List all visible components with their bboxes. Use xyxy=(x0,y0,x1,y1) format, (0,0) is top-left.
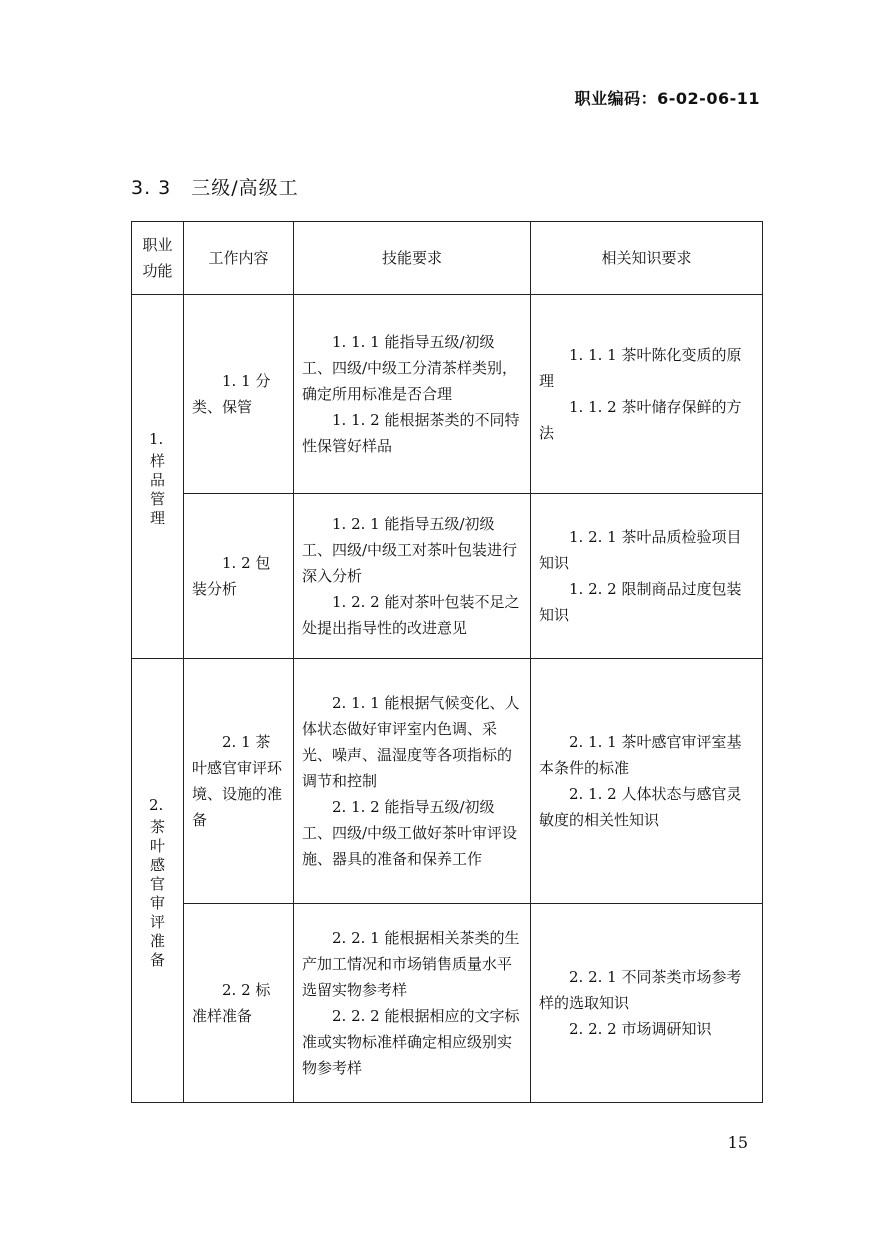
work-cell: 2. 2 标准样准备 xyxy=(184,904,294,1103)
section-title: 3. 3 三级/高级工 xyxy=(131,177,299,199)
table-row xyxy=(132,659,763,904)
skill-cell: 2. 1. 1 能根据气候变化、人体状态做好审评室内色调、采光、噪声、温湿度等各项指标的调节和控制 2. 1. 2 能指导五级/初级工、四级/中级工做好茶叶审评设施、器具的准备和保养工作 xyxy=(294,659,531,904)
knowledge-cell: 2. 2. 1 不同茶类市场参考样的选取知识 2. 2. 2 市场调研知识 xyxy=(531,904,763,1103)
work-cell: 1. 2 包装分析 xyxy=(184,494,294,659)
skill-cell: 1. 1. 1 能指导五级/初级工、四级/中级工分清茶样类别，确定所用标准是否合理 1. 1. 2 能根据茶类的不同特性保管好样品 xyxy=(294,295,531,494)
function-name: 样品管理 xyxy=(150,451,166,527)
function-cell xyxy=(132,659,184,1103)
knowledge-cell: 1. 2. 1 茶叶品质检验项目知识 1. 2. 2 限制商品过度包装知识 xyxy=(531,494,763,659)
header-function: 职业功能 xyxy=(132,222,184,295)
header-skill: 技能要求 xyxy=(294,222,531,295)
knowledge-cell: 2. 1. 1 茶叶感官审评室基本条件的标准 2. 1. 2 人体状态与感官灵敏度的相关性知识 xyxy=(531,659,763,904)
table-header-row xyxy=(132,222,763,295)
page-number: 15 xyxy=(727,1133,748,1152)
table-row xyxy=(132,494,763,659)
knowledge-cell: 1. 1. 1 茶叶陈化变质的原理 1. 1. 2 茶叶储存保鲜的方法 xyxy=(531,295,763,494)
work-cell: 1. 1 分类、保管 xyxy=(184,295,294,494)
table-row xyxy=(132,904,763,1103)
work-cell: 2. 1 茶叶感官审评环境、设施的准备 xyxy=(184,659,294,904)
function-number: 1. xyxy=(149,429,164,448)
skill-cell: 1. 2. 1 能指导五级/初级工、四级/中级工对茶叶包装进行深入分析 1. 2. 2 能对茶叶包装不足之处提出指导性的改进意见 xyxy=(294,494,531,659)
function-cell xyxy=(132,295,184,659)
occupation-code: 职业编码：6-02-06-11 xyxy=(574,89,760,108)
skill-standard-table xyxy=(131,221,763,1103)
header-knowledge: 相关知识要求 xyxy=(531,222,763,295)
function-name: 茶叶感官审评准备 xyxy=(150,817,166,969)
function-number: 2. xyxy=(149,795,164,814)
skill-cell: 2. 2. 1 能根据相关茶类的生产加工情况和市场销售质量水平选留实物参考样 2. 2. 2 能根据相应的文字标准或实物标准样确定相应级别实物参考样 xyxy=(294,904,531,1103)
table-row xyxy=(132,295,763,494)
header-work: 工作内容 xyxy=(184,222,294,295)
